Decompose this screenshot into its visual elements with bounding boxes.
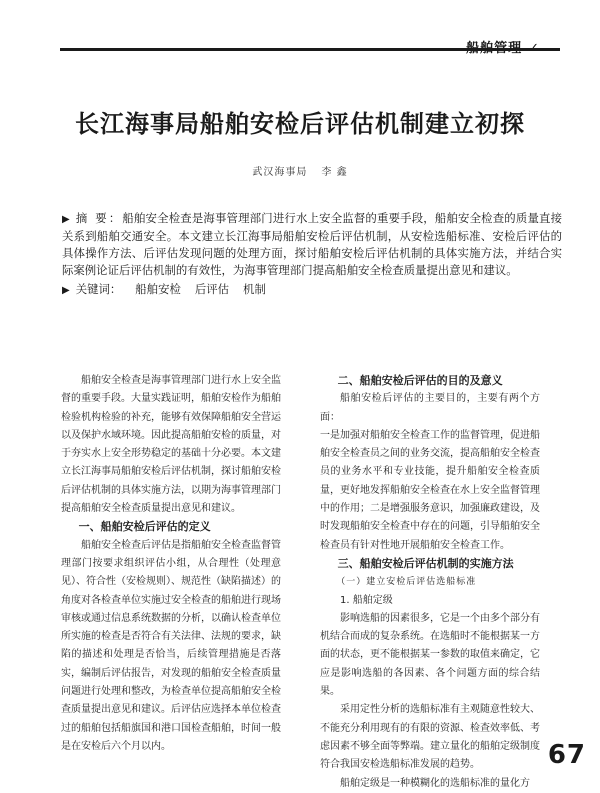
keyword: 船舶安检: [135, 282, 181, 296]
paragraph: 船舶安全检查后评估是指船舶安全检查监督管理部门按要求组织评估小组，从合理性（处理意见）、符合性（安检规则）、规范性（缺陷描述）的角度对各检查单位实施过安全检查的船舶进行现场审核或通过信息系统数据的分析，以确认检查单位所实施的检查是否符合有关法律、法规的要求，缺陷的描述和处理是否恰当，后续管理措施是否落实，编制后评估报告，对发现的船舶安全检查质量问题进行处理和整改，为检查单位提高船舶安全检查质量提出意见和建议。后评估应选择本单位检查过的船舶包括船旗国和港口国检查船舶，时间一般是在安检后六个月以内。: [61, 539, 281, 752]
section-heading: 一、船舶安检后评估的定义: [78, 520, 211, 534]
article-title: 长江海事局船舶安检后评估机制建立初探: [75, 110, 525, 138]
section-heading: 二、船舶安检后评估的目的及意义: [337, 374, 503, 387]
keyword: 后评估: [194, 282, 230, 296]
paragraph: 影响选船的因素很多，它是一个由多个部分有机结合而成的复杂系统。在选船时不能根据某一方面的状态，更不能根据某一参数的取值来确定，它应是影响选船的各因素、各个问题方面的综合结果。: [320, 612, 540, 698]
author-line: [0, 163, 600, 178]
triangle-bullet-icon: ▶: [62, 214, 70, 225]
author-unit: 武汉海事局: [252, 167, 308, 178]
paragraph: 船舶安检后评估的主要目的，主要有两个方面：: [320, 393, 540, 423]
item-heading: 1. 船舶定级: [340, 594, 393, 606]
section-header: [466, 37, 540, 56]
abstract-text: 船舶安全检查是海事管理部门进行水上安全监督的重要手段，船舶安全检查的质量直接关系到船舶交通安全。本文建立长江海事局船舶安检后评估机制，从安检选船标准、安检后评估的具体操作方法、后评估发现问题的处理方面，探讨船舶安检后评估机制的具体实施方法，并结合实际案例论证后评估机制的有效性，为海事管理部门提高船舶安全检查质量提出意见和建议。: [62, 211, 562, 277]
paragraph: 船舶定级是一种模糊化的选船标准的量化方: [340, 777, 530, 789]
paragraph: 采用定性分析的选船标准有主观随意性较大、不能充分利用现有的有限的资源、检查效率低、考虑因素不够全面等弊端。建立量化的船舶定级制度符合我国安检选船标准发展的趋势。: [320, 704, 540, 771]
paragraph: 一是加强对船舶安全检查工作的监督管理，促进船舶安全检查员之间的业务交流，提高船舶安全检查员的业务水平和专业技能，提升船舶安全检查质量，更好地发挥船舶安全检查在水上安全监督管理中的作用；二是增强服务意识，加强廉政建设，及时发现船舶安全检查中存在的问题，引导船舶安全检查员有针对性地开展船舶安全检查工作。: [320, 429, 540, 551]
keywords: [62, 281, 562, 299]
author-name: 李 鑫: [321, 167, 348, 178]
keywords-label: 关键词：: [75, 282, 122, 296]
subsection-heading: （一）建立安检后评估选船标准: [336, 577, 477, 588]
paragraph: 船舶安全检查是海事管理部门进行水上安全监督的重要手段。大量实践证明，船舶安检作为船舶检验机构检验的补充，能够有效保障船舶安全营运以及保护水域环境。因此提高船舶安检的质量，对于夯实水上安全形势稳定的基础十分必要。本文建立长江海事局船舶安检后评估机制，探讨船舶安检后评估机制的具体实施方法，以期为海事管理部门提高船舶安全检查质量提出意见和建议。: [61, 375, 281, 515]
section-heading: 三、船舶安检后评估机制的实施方法: [337, 556, 514, 570]
keyword: 机制: [243, 282, 266, 296]
abstract: [62, 210, 562, 279]
body-column-left: [61, 372, 281, 756]
header-rule: [60, 48, 560, 51]
abstract-label: 摘 要：: [75, 211, 123, 225]
body-column-right: [320, 372, 540, 793]
triangle-bullet-icon: ▶: [62, 285, 70, 296]
page-number: 67: [547, 740, 586, 770]
